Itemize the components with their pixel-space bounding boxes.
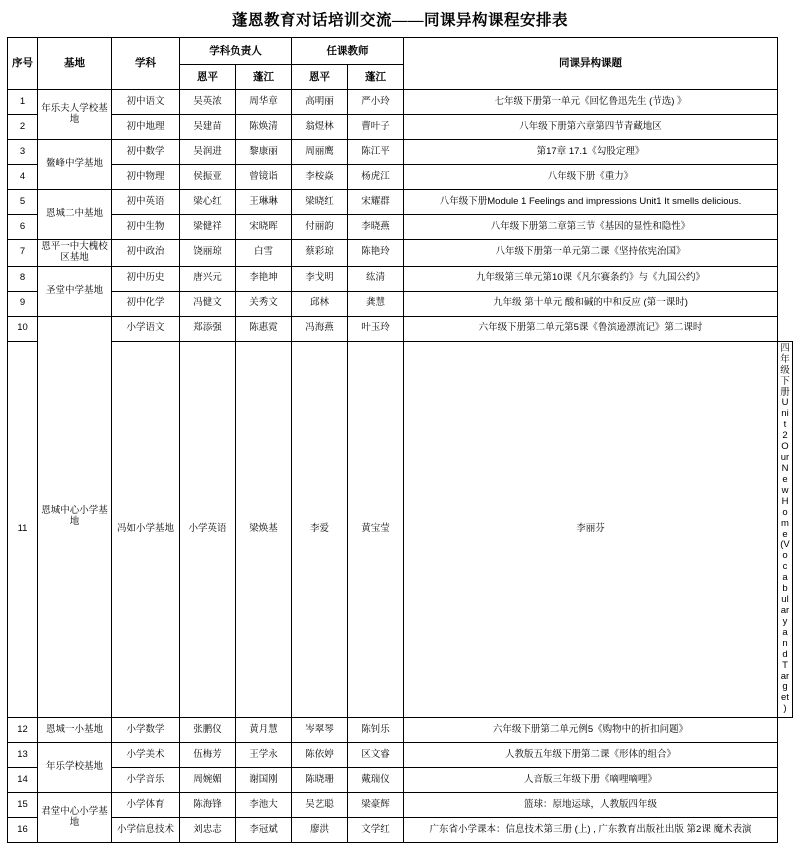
col-header-base: 基地 (38, 38, 112, 90)
cell-no: 5 (8, 190, 38, 215)
header-row-main (8, 38, 793, 65)
cell-topic: 六年级下册第二单元例5《购物中的折扣问题》 (404, 718, 778, 743)
cell-subject: 初中语文 (112, 90, 180, 115)
cell-teacher-enping: 翁煜林 (292, 115, 348, 140)
cell-leader-pengjiang: 谢国刚 (236, 768, 292, 793)
cell-teacher-enping: 梁晓红 (292, 190, 348, 215)
cell-subject: 初中英语 (112, 190, 180, 215)
cell-base: 圣堂中学基地 (38, 266, 112, 316)
cell-teacher-pengjiang: 陈艳玲 (348, 240, 404, 267)
table-row (8, 215, 793, 240)
table-row (8, 165, 793, 190)
cell-subject: 初中化学 (112, 291, 180, 316)
cell-no: 7 (8, 240, 38, 267)
cell-teacher-pengjiang: 曹叶子 (348, 115, 404, 140)
cell-teacher-enping: 高明丽 (292, 90, 348, 115)
cell-teacher-pengjiang: 纮清 (348, 266, 404, 291)
table-row (8, 115, 793, 140)
cell-teacher-enping: 冯海燕 (292, 316, 348, 341)
cell-teacher-enping: 陈晓珊 (292, 768, 348, 793)
cell-no: 10 (8, 316, 38, 341)
cell-subject: 小学体育 (112, 793, 180, 818)
cell-teacher-enping: 黄宝莹 (348, 341, 404, 717)
cell-leader-pengjiang: 陈惠霓 (236, 316, 292, 341)
cell-leader-pengjiang: 黎康丽 (236, 140, 292, 165)
col-header-subject: 学科 (112, 38, 180, 90)
cell-teacher-enping: 陈依婷 (292, 743, 348, 768)
page-title: 蓬恩教育对话培训交流——同课异构课程安排表 (231, 12, 568, 29)
cell-teacher-enping: 吴艺聪 (292, 793, 348, 818)
cell-base: 恩城二中基地 (38, 190, 112, 240)
cell-leader-pengjiang: 黄月慧 (236, 718, 292, 743)
cell-base: 年乐学校基地 (38, 743, 112, 793)
cell-no: 15 (8, 793, 38, 818)
table-row (8, 768, 793, 793)
cell-subject: 小学英语 (180, 341, 236, 717)
cell-base: 恩平一中大槐校区基地 (38, 240, 112, 267)
col-header-leader-group: 学科负责人 (180, 38, 292, 65)
cell-no: 9 (8, 291, 38, 316)
cell-teacher-pengjiang: 梁豪辉 (348, 793, 404, 818)
cell-teacher-pengjiang: 陈钊乐 (348, 718, 404, 743)
cell-topic: 八年级下册第六章第四节青藏地区 (404, 115, 778, 140)
cell-base: 冯如小学基地 (112, 341, 180, 717)
cell-subject: 小学语文 (112, 316, 180, 341)
cell-leader-pengjiang: 李爱 (292, 341, 348, 717)
cell-topic: 八年级下册Module 1 Feelings and impressions Unit1 It smells delicious. (404, 190, 778, 215)
cell-leader-pengjiang: 李池大 (236, 793, 292, 818)
table-row (8, 316, 793, 341)
cell-topic: 六年级下册第二单元第5课《鲁滨逊漂流记》第二课时 (404, 316, 778, 341)
cell-leader-enping: 郑添强 (180, 316, 236, 341)
cell-base: 君堂中心小学基地 (38, 793, 112, 843)
cell-teacher-enping: 周丽鹰 (292, 140, 348, 165)
table-row (8, 190, 793, 215)
cell-subject: 小学音乐 (112, 768, 180, 793)
cell-no: 8 (8, 266, 38, 291)
cell-topic: 八年级下册第二章第三节《基因的显性和隐性》 (404, 215, 778, 240)
table-body (8, 90, 793, 843)
cell-no: 2 (8, 115, 38, 140)
cell-leader-enping: 饶丽琼 (180, 240, 236, 267)
cell-teacher-pengjiang: 宋耀群 (348, 190, 404, 215)
col-header-leader-enping: 恩平 (180, 65, 236, 90)
cell-teacher-pengjiang: 李晓燕 (348, 215, 404, 240)
schedule-table (7, 37, 793, 843)
cell-subject: 初中地理 (112, 115, 180, 140)
cell-leader-enping: 周婉媚 (180, 768, 236, 793)
table-row (8, 240, 793, 267)
cell-no: 1 (8, 90, 38, 115)
cell-leader-pengjiang: 王琳琳 (236, 190, 292, 215)
cell-teacher-enping: 邱林 (292, 291, 348, 316)
cell-teacher-pengjiang: 区文睿 (348, 743, 404, 768)
cell-teacher-enping: 李桉焱 (292, 165, 348, 190)
cell-leader-pengjiang: 李艳坤 (236, 266, 292, 291)
cell-topic: 八年级下册第一单元第二课《坚持依宪治国》 (404, 240, 778, 267)
cell-no: 6 (8, 215, 38, 240)
table-row (8, 793, 793, 818)
cell-teacher-enping: 岑翠琴 (292, 718, 348, 743)
cell-leader-enping: 伍梅芳 (180, 743, 236, 768)
cell-teacher-enping: 李戈明 (292, 266, 348, 291)
table-row (8, 266, 793, 291)
col-header-topic: 同课异构课题 (404, 38, 778, 90)
col-header-no: 序号 (8, 38, 38, 90)
cell-no: 4 (8, 165, 38, 190)
cell-leader-enping: 侯振亚 (180, 165, 236, 190)
table-row (8, 291, 793, 316)
cell-topic: 人教版五年级下册第二课《形体的组合》 (404, 743, 778, 768)
col-header-teacher-pengjiang: 蓬江 (348, 65, 404, 90)
cell-leader-enping: 陈海锋 (180, 793, 236, 818)
cell-leader-enping: 吴润进 (180, 140, 236, 165)
cell-topic: 七年级下册第一单元《回忆鲁迅先生 (节选) 》 (404, 90, 778, 115)
cell-teacher-pengjiang: 叶玉玲 (348, 316, 404, 341)
table-row (8, 743, 793, 768)
cell-leader-enping: 唐兴元 (180, 266, 236, 291)
cell-no: 11 (8, 341, 38, 717)
cell-teacher-pengjiang: 严小玲 (348, 90, 404, 115)
cell-leader-pengjiang: 周华章 (236, 90, 292, 115)
cell-leader-pengjiang: 宋晓晖 (236, 215, 292, 240)
cell-subject: 初中政治 (112, 240, 180, 267)
cell-leader-pengjiang: 陈焕清 (236, 115, 292, 140)
cell-base: 鳌峰中学基地 (38, 140, 112, 190)
cell-topic: 篮球：原地运球，人教版四年级 (404, 793, 778, 818)
cell-leader-enping: 张鹏仪 (180, 718, 236, 743)
cell-subject: 小学数学 (112, 718, 180, 743)
cell-teacher-enping: 付丽韵 (292, 215, 348, 240)
cell-teacher-enping: 蔡彩琼 (292, 240, 348, 267)
cell-subject: 小学美术 (112, 743, 180, 768)
cell-no: 14 (8, 768, 38, 793)
cell-base: 恩城一小基地 (38, 718, 112, 743)
table-row (8, 818, 793, 843)
cell-teacher-pengjiang: 文学红 (348, 818, 404, 843)
cell-subject: 初中历史 (112, 266, 180, 291)
cell-leader-enping: 梁心红 (180, 190, 236, 215)
cell-teacher-pengjiang: 陈江平 (348, 140, 404, 165)
cell-leader-enping: 冯健文 (180, 291, 236, 316)
cell-topic: 九年级 第十单元 酸和碱的中和反应 (第一课时) (404, 291, 778, 316)
cell-topic: 八年级下册《重力》 (404, 165, 778, 190)
cell-leader-pengjiang: 关秀文 (236, 291, 292, 316)
cell-subject: 初中数学 (112, 140, 180, 165)
cell-leader-enping: 梁健祥 (180, 215, 236, 240)
col-header-teacher-group: 任课教师 (292, 38, 404, 65)
table-header (8, 38, 793, 90)
cell-base: 年乐夫人学校基地 (38, 90, 112, 140)
col-header-leader-pengjiang: 蓬江 (236, 65, 292, 90)
col-header-teacher-enping: 恩平 (292, 65, 348, 90)
cell-topic: 九年级第三单元第10课《凡尔赛条约》与《九国公约》 (404, 266, 778, 291)
cell-teacher-pengjiang: 龚慧 (348, 291, 404, 316)
table-row (8, 341, 793, 717)
cell-topic: 第17章 17.1《勾股定理》 (404, 140, 778, 165)
cell-teacher-pengjiang: 戴瑞仪 (348, 768, 404, 793)
cell-no: 16 (8, 818, 38, 843)
cell-subject: 初中生物 (112, 215, 180, 240)
cell-leader-enping: 梁焕基 (236, 341, 292, 717)
cell-no: 12 (8, 718, 38, 743)
cell-topic: 广东省小学课本：信息技术第三册 (上) , 广东教育出版社出版 第2课 魔术表演 (404, 818, 778, 843)
table-row (8, 718, 793, 743)
cell-leader-enping: 刘忠志 (180, 818, 236, 843)
cell-teacher-pengjiang: 李丽芬 (404, 341, 778, 717)
cell-leader-pengjiang: 李冠斌 (236, 818, 292, 843)
cell-no: 13 (8, 743, 38, 768)
table-row (8, 90, 793, 115)
table-row (8, 140, 793, 165)
cell-teacher-pengjiang: 杨虎江 (348, 165, 404, 190)
cell-topic: 人音版三年级下册《嘀哩嘀哩》 (404, 768, 778, 793)
cell-leader-enping: 吴建苗 (180, 115, 236, 140)
cell-leader-pengjiang: 曾镜诣 (236, 165, 292, 190)
cell-leader-pengjiang: 白雪 (236, 240, 292, 267)
cell-subject: 小学信息技术 (112, 818, 180, 843)
cell-leader-pengjiang: 王学永 (236, 743, 292, 768)
cell-teacher-enping: 廖洪 (292, 818, 348, 843)
cell-subject: 初中物理 (112, 165, 180, 190)
cell-no: 3 (8, 140, 38, 165)
cell-leader-enping: 吴英浓 (180, 90, 236, 115)
cell-base: 恩城中心小学基地 (38, 316, 112, 717)
cell-topic: 四年级下册Unit 2 Our New Home (Vocabulary and Target) (778, 341, 793, 717)
